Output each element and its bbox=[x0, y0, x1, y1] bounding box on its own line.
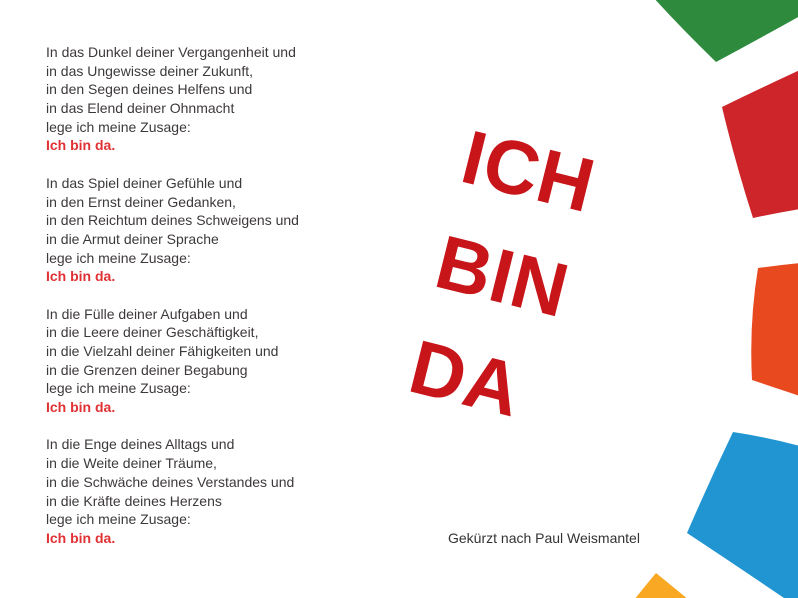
credit-line: Gekürzt nach Paul Weismantel bbox=[448, 530, 640, 546]
poem-line: lege ich meine Zusage: bbox=[46, 249, 191, 266]
poem-line: in die Leere deiner Geschäftigkeit, bbox=[46, 324, 259, 341]
refrain-line: Ich bin da. bbox=[46, 268, 116, 285]
poem-line: In die Enge deines Alltags und bbox=[46, 436, 235, 453]
poem-line: lege ich meine Zusage: bbox=[46, 380, 191, 397]
poem-line: in die Kräfte deines Herzens bbox=[46, 492, 222, 509]
stanza-4 bbox=[46, 435, 299, 547]
decor-petal-orange bbox=[751, 263, 798, 396]
poem-line: In das Dunkel deiner Vergangenheit und bbox=[46, 44, 296, 60]
headline-ich-bin-da bbox=[399, 104, 606, 450]
headline-line: DA bbox=[401, 324, 530, 434]
decor-triangle-amber bbox=[634, 573, 689, 598]
refrain-line: Ich bin da. bbox=[46, 529, 116, 546]
poem-line: in die Weite deiner Träume, bbox=[46, 455, 217, 472]
poem-line: in die Grenzen deiner Begabung bbox=[46, 361, 248, 378]
poem-line: in den Reichtum deines Schweigens und bbox=[46, 212, 299, 229]
poem-line: lege ich meine Zusage: bbox=[46, 118, 191, 135]
poem-line: in das Elend deiner Ohnmacht bbox=[46, 100, 235, 117]
headline-line: ICH bbox=[453, 114, 603, 230]
poem-line: In die Fülle deiner Aufgaben und bbox=[46, 305, 248, 322]
stanza-1 bbox=[46, 43, 299, 155]
stanza-3 bbox=[46, 305, 299, 417]
poem-line: In das Spiel deiner Gefühle und bbox=[46, 174, 243, 191]
decor-petal-blue bbox=[687, 432, 798, 598]
poem-line: lege ich meine Zusage: bbox=[46, 511, 191, 528]
stanza-2 bbox=[46, 174, 299, 286]
headline-line: BIN bbox=[427, 219, 577, 334]
poem-line: in das Ungewisse deiner Zukunft, bbox=[46, 62, 253, 79]
poem-line: in die Schwäche deines Verstandes und bbox=[46, 473, 295, 490]
refrain-line: Ich bin da. bbox=[46, 399, 116, 416]
poem-line: in den Segen deines Helfens und bbox=[46, 81, 253, 98]
poem-line: in die Armut deiner Sprache bbox=[46, 230, 219, 247]
poem bbox=[46, 43, 299, 566]
poem-line: in den Ernst deiner Gedanken, bbox=[46, 193, 236, 210]
poem-line: in die Vielzahl deiner Fähigkeiten und bbox=[46, 343, 279, 359]
refrain-line: Ich bin da. bbox=[46, 137, 116, 154]
decor-petal-green bbox=[652, 0, 798, 62]
decor-petal-red bbox=[722, 70, 798, 218]
